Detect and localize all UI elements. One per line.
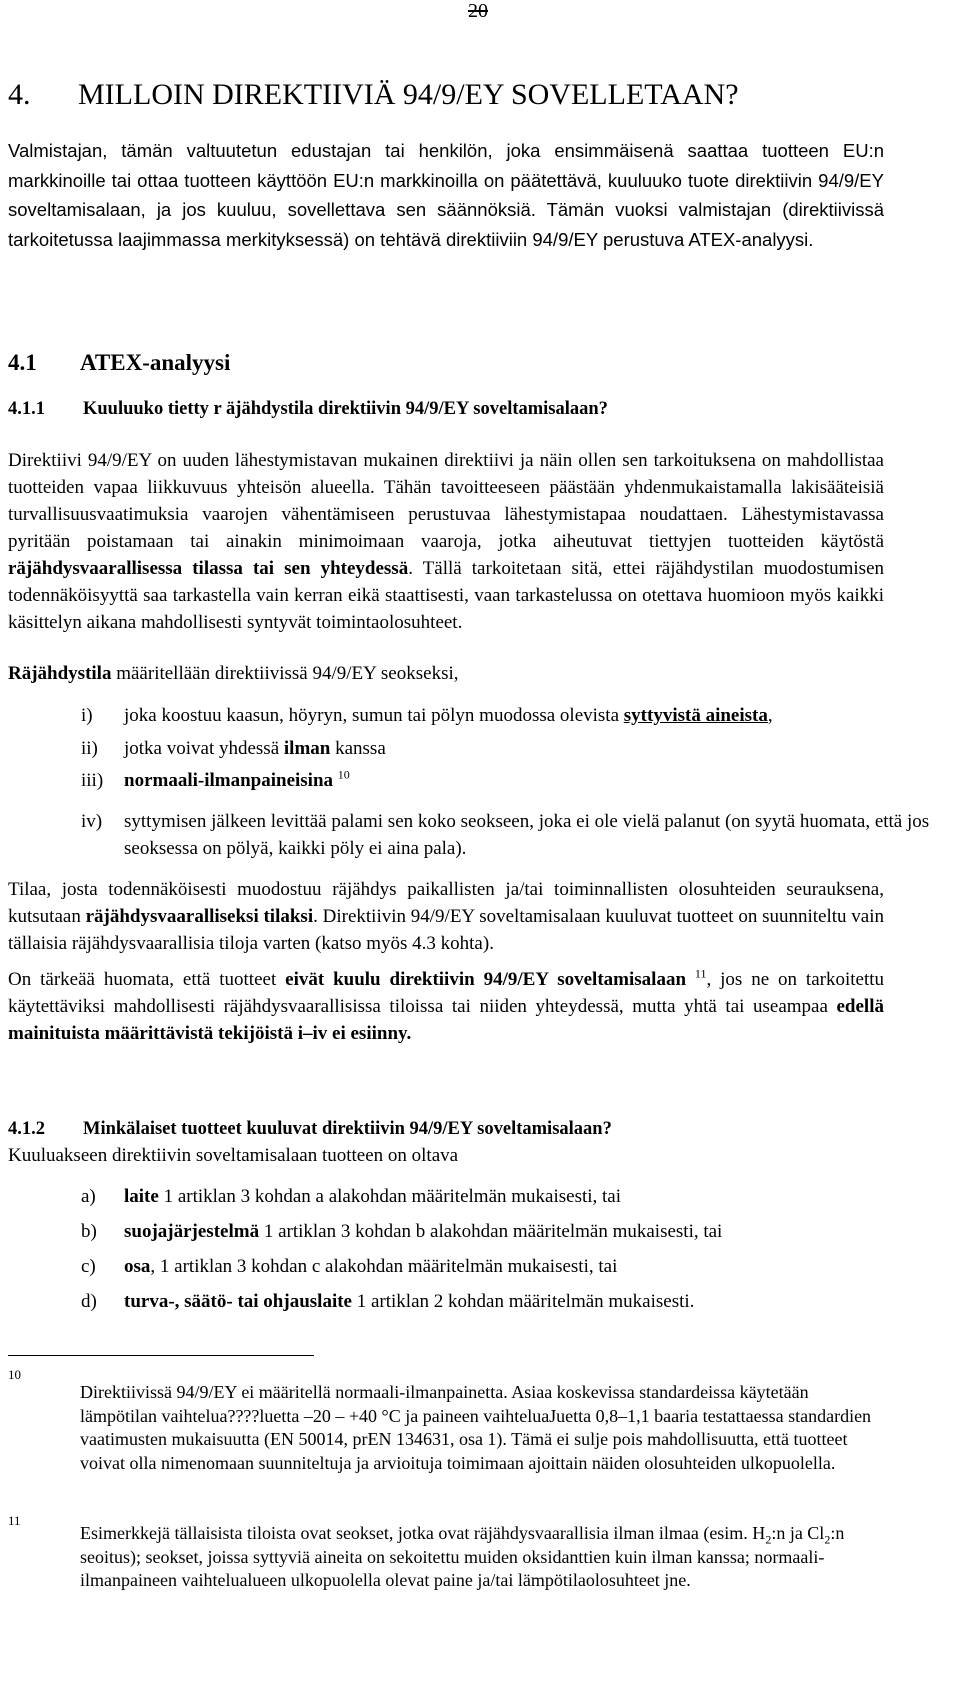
list-marker: iv) — [81, 811, 103, 832]
subsubsection-title: Kuuluuko tietty r äjähdystila direktiivin 94/9/EY soveltamisalaan? — [83, 399, 608, 419]
footnote-11 — [80, 1522, 880, 1593]
list-text — [124, 735, 944, 762]
bold-term: Räjähdystila — [8, 663, 112, 684]
bold-text: eivät kuulu direktiivin 94/9/EY soveltamisalaan — [285, 969, 687, 990]
intro-paragraph: Valmistajan, tämän valtuutetun edustajan tai henkilön, joka ensimmäisenä saattaa tuotteen EU:n markkinoille tai ottaa tuotteen käyttöön EU:n markkinoilla on päätettävä, kuuluuko tuote direktiivin 94/9/EY soveltamisalaan, ja jos kuuluu, sovellettava sen säännöksiä. Tämän vuoksi valmistajan (direktiivissä tarkoitetussa laajimmassa merkityksessä) on tehtävä direktiiviin 94/9/EY perustuva ATEX-analyysi. — [8, 140, 884, 250]
bold-text: räjähdysvaaralliseksi tilaksi — [85, 906, 314, 927]
subsubsection-number: 4.1.1 — [8, 399, 45, 419]
footnote-reference[interactable]: 11 — [694, 966, 707, 981]
text-run: Esimerkkejä tällaisista tiloista ovat seokset, jotka ovat räjähdysvaarallisia ilman ilmaa (esim. H — [80, 1523, 766, 1543]
list-marker: b) — [81, 1221, 97, 1242]
bold-text: edellä mainituista määrittävistä tekijöistä i–iv ei esiinny. — [8, 996, 884, 1044]
bold-text: ilman — [283, 738, 331, 759]
text-run: joka koostuu kaasun, höyryn, sumun tai pölyn muodossa olevista — [124, 705, 624, 726]
list-text — [124, 702, 944, 729]
footnote-number: 10 — [8, 1367, 21, 1382]
subsubsection-heading-4-1-2 — [8, 1119, 612, 1140]
section-title: MILLOIN DIREKTIIVIÄ 94/9/EY SOVELLETAAN? — [78, 78, 739, 111]
subscript: 2 — [765, 1532, 772, 1547]
paragraph-not-in-scope — [8, 966, 884, 1047]
list-marker: d) — [81, 1291, 97, 1312]
subsubsection-heading-4-1-1 — [8, 399, 608, 420]
list-marker: iii) — [81, 770, 104, 791]
text-run: määritellään direktiivissä 94/9/EY seokseksi, — [111, 663, 459, 684]
list-text — [124, 1288, 944, 1315]
subsection-heading-4-1 — [8, 350, 230, 376]
text-run: Direktiivi 94/9/EY on uuden lähestymistavan mukainen direktiivi ja näin ollen sen tarkoituksena on mahdollistaa tuotteiden vapaa liikkuvuus yhteisön alueella. Tähän tavoitteeseen päästään yhdenmukaistamalla lakisääteisiä turvallisuusvaatimuksia vaarojen vähentämiseen perustuvaa lähestymistapaa noudattaen. Lähestymistavassa pyritään poistamaan tai ainakin minimoimaan vaaroja, jotka aiheutuvat tiettyjen tuotteiden käytöstä — [8, 450, 884, 552]
list-marker: c) — [81, 1256, 96, 1277]
text-run: , — [767, 705, 773, 726]
list-text — [124, 767, 944, 794]
page-number: 20 — [468, 0, 488, 22]
text-run: . Tällä tarkoitetaan sitä, ettei räjähdystilan muodostumisen todennäköisyyttä saa tarkastella vain kerran eikä staattisesti, vaan tarkastelussa on otettava huomioon myös kaikki käsittelyn aikana mahdollisesti syntyvät toimintaolosuhteet. — [8, 558, 885, 633]
text-run: , 1 artiklan 3 kohdan c alakohdan määritelmän mukaisesti, tai — [150, 1256, 618, 1277]
bold-text: normaali-ilmanpaineisina — [124, 770, 334, 791]
footnote-reference[interactable]: 10 — [337, 767, 350, 782]
bold-text: räjähdysvaarallisessa tilassa tai sen yhteydessä — [8, 558, 409, 579]
text-run: 1 artiklan 3 kohdan a alakohdan määritelmän mukaisesti, tai — [158, 1186, 622, 1207]
subsubsection-title: Minkälaiset tuotteet kuuluvat direktiivin 94/9/EY soveltamisalaan? — [83, 1119, 612, 1139]
paragraph-directive-purpose — [8, 447, 884, 636]
text-run: :n seoitus); seokset, joissa syttyviä aineita on sekoitettu muiden oksidanttien kuin ilman kanssa; normaali-ilmanpaineen vaihtelualueen ulkopuolella olevat paine ja/tai lämpötilaolosuhteet jne. — [80, 1523, 845, 1590]
paragraph-explosion-definition — [8, 660, 884, 687]
text-run: :n ja Cl — [771, 1523, 825, 1543]
bold-text: osa — [124, 1256, 151, 1277]
footnote-10: Direktiivissä 94/9/EY ei määritellä normaali-ilmanpainetta. Asiaa koskevissa standardeissa käytetään lämpötilan vaihtelua????luetta –20 – +40 °C ja paineen vaihteluaJuetta 0,8–1,1 baaria testattaessa standardien vaatimusten mukaisuutta (EN 50014, prEN 134631, osa 1). Tämä ei sulje pois mahdollisuutta, että tuotteet voivat olla nimenomaan suunniteltuja ja arvioituja toimimaan ajoittain näiden olosuhteiden ulkopuolella. — [80, 1382, 872, 1473]
text-run: . Direktiivin 94/9/EY soveltamisalaan kuuluvat tuotteet on suunniteltu vain tällaisia räjähdysvaarallisia tiloja varten (katso myös 4.3 kohta). — [8, 906, 885, 954]
list-marker: ii) — [81, 738, 98, 759]
list-text — [124, 1218, 944, 1245]
text-run: kanssa — [330, 738, 386, 759]
text-run: , jos ne on tarkoitettu käytettäviksi mahdollisesti räjähdysvaarallisissa tiloissa tai niiden yhteydessä, mutta yhtä tai useampaa — [8, 969, 885, 1017]
bold-underlined-text: syttyvistä aineista — [623, 705, 768, 726]
section-heading-4 — [8, 78, 739, 112]
list-text — [124, 1253, 944, 1280]
footnote-number: 11 — [8, 1513, 21, 1528]
text-run: Tilaa, josta todennäköisesti muodostuu räjähdys paikallisten ja/tai toiminnallisten olosuhteiden seurauksena, kutsutaan — [8, 879, 884, 927]
subsection-title: ATEX-analyysi — [80, 350, 231, 375]
section-number: 4. — [8, 78, 31, 111]
text-run: On tärkeää huomata, että tuotteet — [8, 969, 286, 990]
footnote-separator — [8, 1355, 314, 1356]
subsection-number: 4.1 — [8, 350, 37, 375]
subscript: 2 — [824, 1532, 831, 1547]
list-marker: a) — [81, 1186, 96, 1207]
bold-text: suojajärjestelmä — [124, 1221, 260, 1242]
text-run: 1 artiklan 2 kohdan määritelmän mukaisesti. — [351, 1291, 695, 1312]
paragraph-hazardous-area — [8, 876, 884, 957]
paragraph-scope-requirements: Kuuluakseen direktiivin soveltamisalaan tuotteen on oltava — [8, 1145, 459, 1166]
subsubsection-number: 4.1.2 — [8, 1119, 45, 1139]
text-run: 1 artiklan 3 kohdan b alakohdan määritelmän mukaisesti, tai — [259, 1221, 723, 1242]
bold-text: turva-, säätö- tai ohjauslaite — [124, 1291, 352, 1312]
list-text: syttymisen jälkeen levittää palami sen koko seokseen, joka ei ole vielä palanut (on syytä huomata, että jos seoksessa on pölyä, kaikki pöly ei aina pala). — [124, 811, 930, 859]
text-run: jotka voivat yhdessä — [124, 738, 284, 759]
list-text — [124, 1183, 944, 1210]
bold-text: laite — [124, 1186, 159, 1207]
list-marker: i) — [81, 705, 93, 726]
